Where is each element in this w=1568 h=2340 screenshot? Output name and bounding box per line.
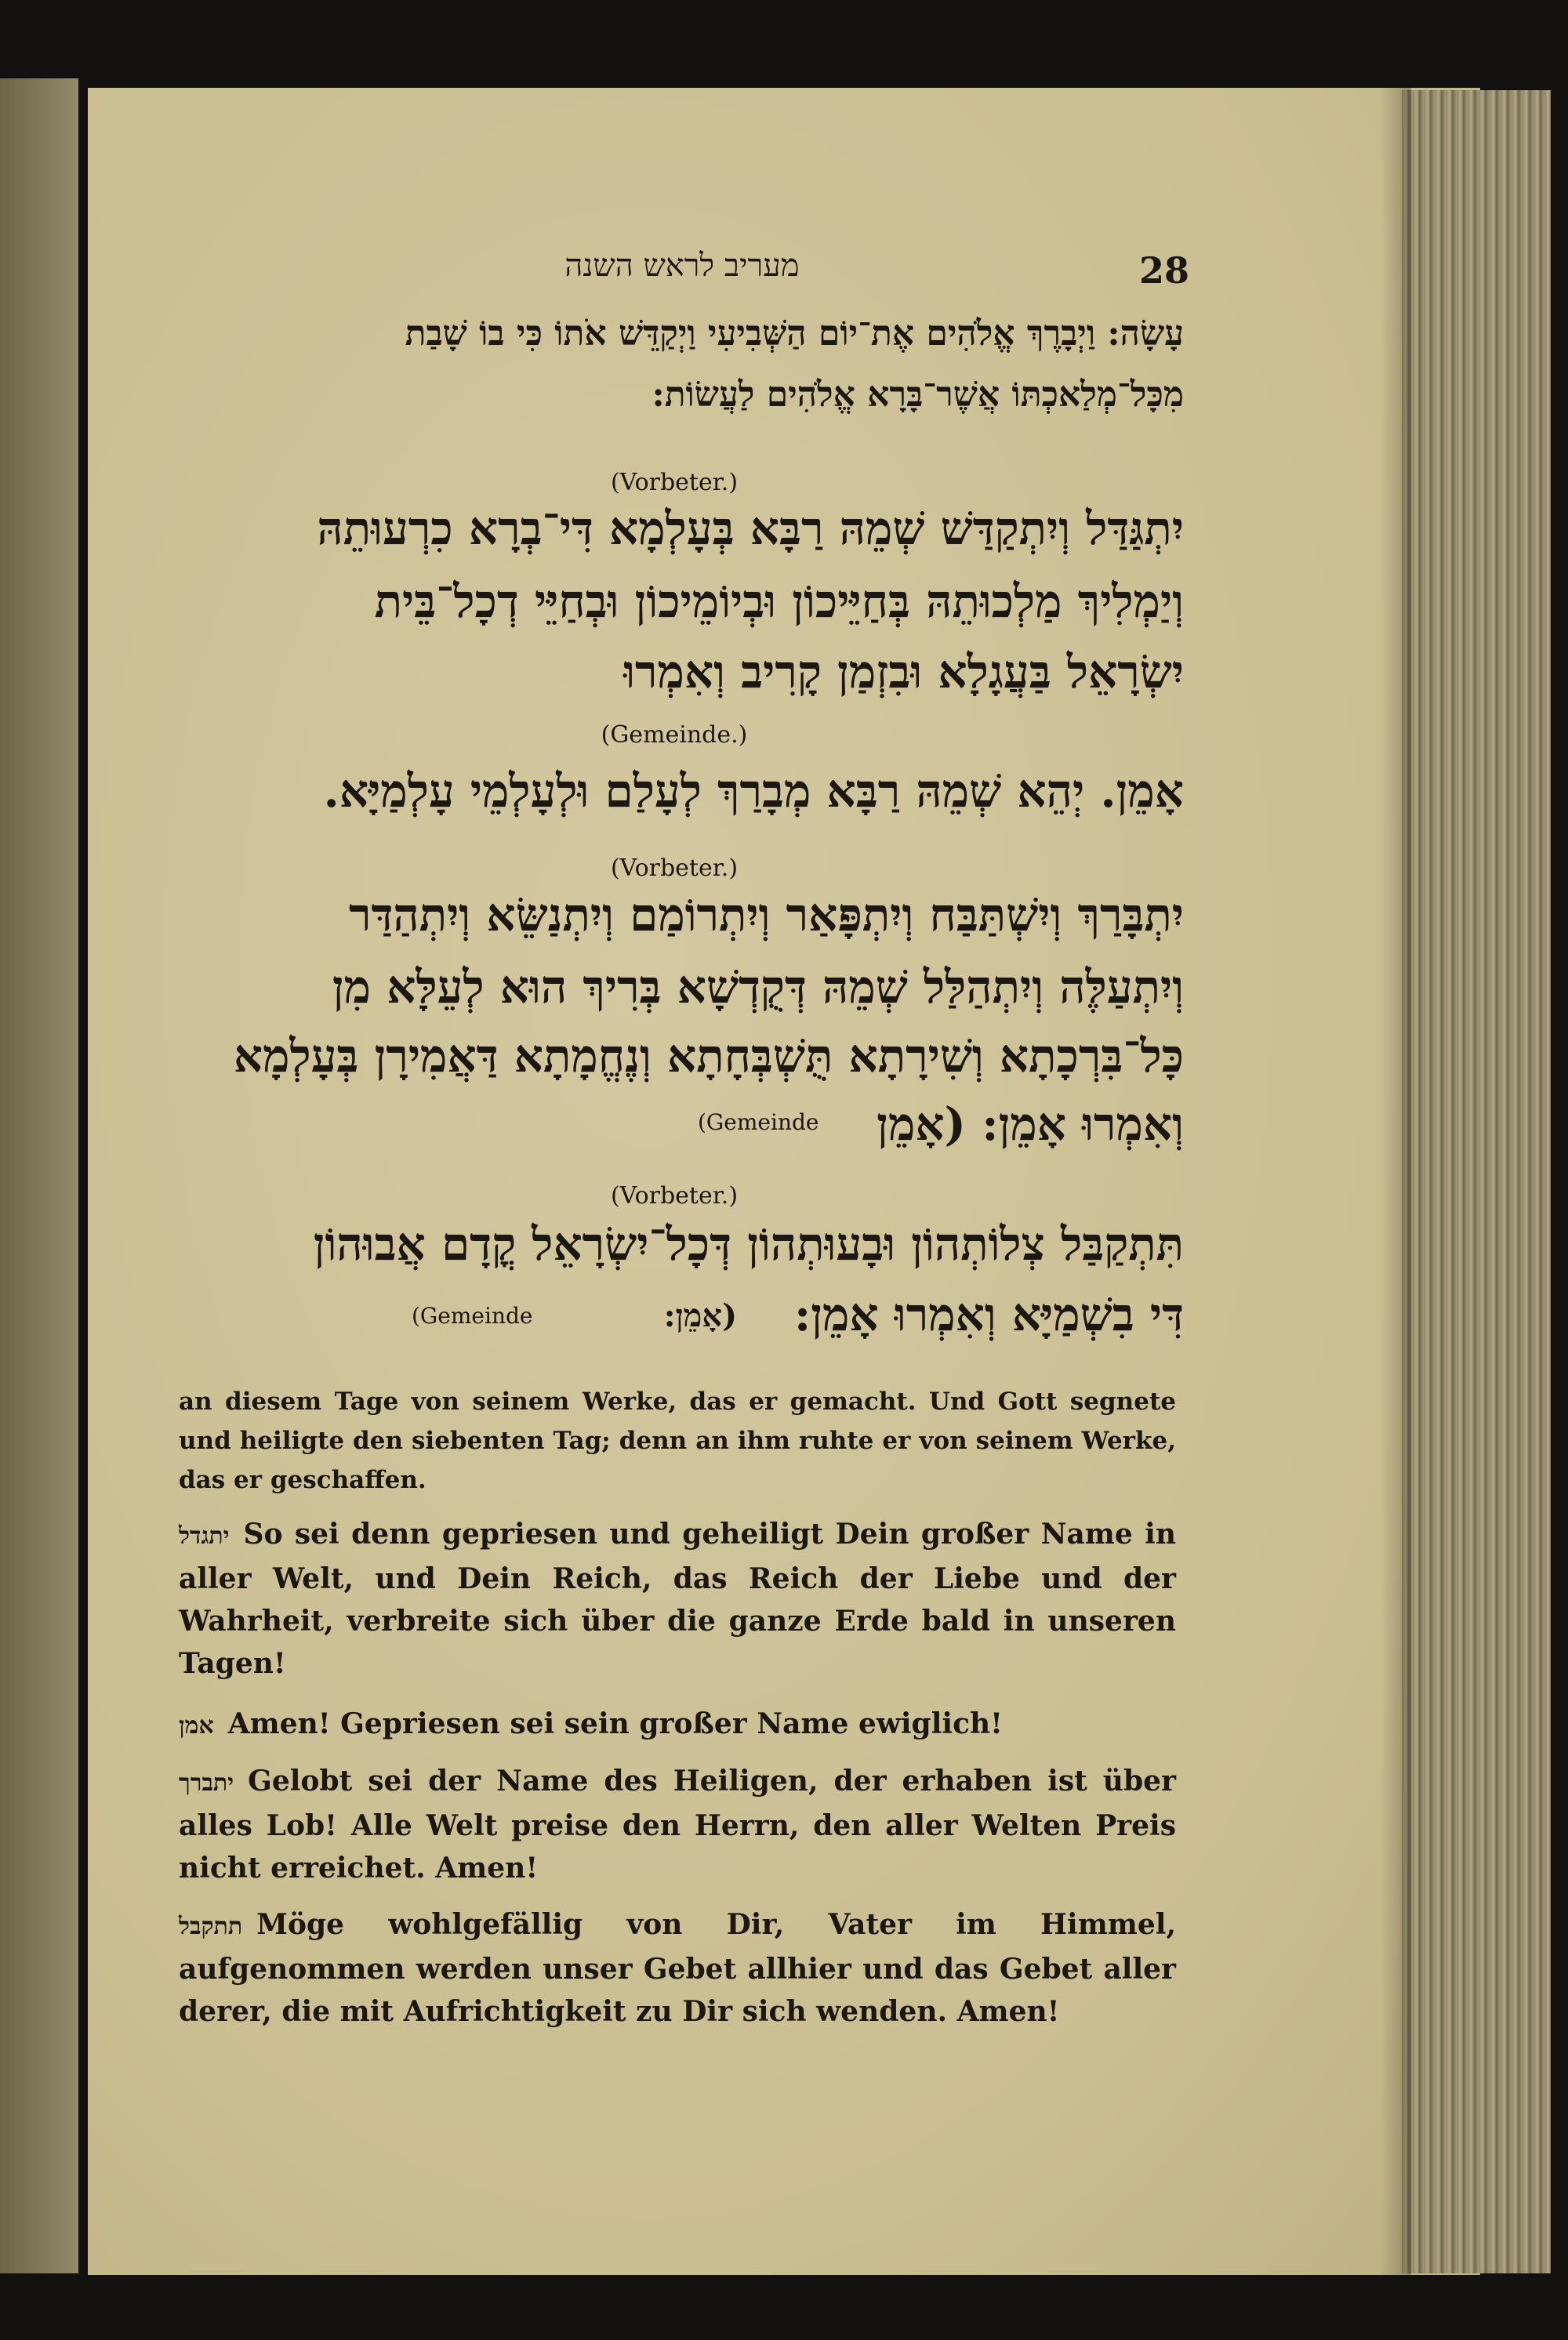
rubric-vorbeter-3: (Vorbeter.): [610, 1182, 739, 1210]
kaddish-2-line-4: וְאִמְרוּ אָמֵן: (אָמֵן: [877, 1097, 1184, 1151]
kaddish-2-line-1: יִתְבָּרַךְ וְיִשְׁתַּבַּח וְיִתְפָּאַר וְיִתְרוֹמַם וְיִתְנַשֵּׂא וְיִתְהַדַּר: [348, 888, 1184, 941]
rubric-gemeinde-1: (Gemeinde.): [601, 721, 748, 749]
left-page-edge: [0, 78, 78, 2273]
kaddish-1-line-3: יִשְׂרָאֵל בַּעֲגָלָא וּבִזְמַן קָרִיב וְאִמְרוּ: [623, 645, 1184, 698]
rubric-vorbeter-1: (Vorbeter.): [610, 469, 739, 496]
translation-paragraph-4: [179, 1760, 1176, 1889]
translation-paragraph-1: an diesem Tage von seinem Werke, das er gemacht. Und Gott segnete und heiligte den siebenten Tag; denn an ihm ruhte er von seinem Werke, das er geschaffen.: [179, 1388, 1176, 1494]
kaddish-3-line-2: דִּי בִשְׁמַיָּא וְאִמְרוּ אָמֵן:: [793, 1288, 1184, 1341]
page-gutter-shadow: [1380, 88, 1411, 2275]
cue-yitgadal: יתגדל: [179, 1522, 230, 1550]
genesis-line-2: מִכָּל־מְלַאכְתּוֹ אֲשֶׁר־בָּרָא אֱלֹהִים לַעֲשׂוֹת:: [652, 375, 1184, 415]
translation-paragraph-3: [179, 1703, 1176, 1747]
cue-titkabal: תתקבל: [179, 1913, 243, 1940]
kaddish-2-line-3: כָּל־בִּרְכָתָא וְשִׁירָתָא תֻּשְׁבְּחָתָא וְנֶחֱמָתָא דַּאֲמִירָן בְּעָלְמָא: [233, 1029, 1184, 1083]
running-title: מעריב לראש השנה: [564, 248, 800, 284]
translation-paragraph-5: [179, 1903, 1176, 2033]
cue-amen: אמן: [179, 1712, 214, 1740]
rubric-gemeinde-2: (Gemeinde: [698, 1109, 819, 1135]
cue-yitbarach: יתברך: [179, 1769, 234, 1797]
page-stack-edges: [1402, 90, 1551, 2273]
genesis-line-1: עָשָׂה: וַיְבָרֶךְ אֱלֹהִים אֶת־יוֹם הַשְּׁבִיעִי וַיְקַדֵּשׁ אֹתוֹ כִּי בוֹ שָׁבַת: [405, 314, 1184, 354]
translation-paragraph-2: [179, 1513, 1176, 1685]
page-number: 28: [1139, 249, 1190, 292]
translation-text-5: Möge wohlgefällig von Dir, Vater im Himmel, aufgenommen werden unser Gebet allhier und das Gebet aller derer, die mit Aufrichtigkeit zu Dir sich wenden. Amen!: [179, 1908, 1176, 2028]
translation-text-4: Gelobt sei der Name des Heiligen, der erhaben ist über alles Lob! Alle Welt preise den Herrn, den aller Welten Preis nicht erreichet. Amen!: [179, 1765, 1176, 1885]
kaddish-1-line-1: יִתְגַּדַּל וְיִתְקַדַּשׁ שְׁמֵהּ רַבָּא בְּעָלְמָא דִּי־בְרָא כִרְעוּתֵהּ: [317, 502, 1184, 555]
response-amen-3: (אָמֵן:: [663, 1297, 737, 1334]
kaddish-3-line-1: תִּתְקַבַּל צְלוֹתְהוֹן וּבָעוּתְהוֹן דְּכָל־יִשְׂרָאֵל קֳדָם אֲבוּהוֹן: [313, 1217, 1184, 1271]
translation-text-2: So sei denn gepriesen und geheiligt Dein großer Name in aller Welt, und Dein Reich, das Reich der Liebe und der Wahrheit, verbreite sich über die ganze Erde bald in unseren Tagen!: [179, 1518, 1176, 1680]
translation-text-3: Amen! Gepriesen sei sein großer Name ewiglich!: [227, 1707, 1003, 1740]
kaddish-2-line-2: וְיִתְעַלֶּה וְיִתְהַלַּל שְׁמֵהּ דְּקֻדְשָׁא בְּרִיךְ הוּא לְעֵלָּא מִן: [332, 960, 1184, 1014]
rubric-gemeinde-3: (Gemeinde: [412, 1303, 533, 1329]
kaddish-1-line-2: וְיַמְלִיךְ מַלְכוּתֵהּ בְּחַיֵּיכוֹן וּבְיוֹמֵיכוֹן וּבְחַיֵּי דְכָל־בֵּית: [374, 575, 1184, 628]
rubric-vorbeter-2: (Vorbeter.): [610, 854, 739, 882]
response-amen-yehe: אָמֵן. יְהֵא שְׁמֵהּ רַבָּא מְבָרַךְ לְעָלַם וּלְעָלְמֵי עָלְמַיָּא.: [323, 764, 1184, 818]
